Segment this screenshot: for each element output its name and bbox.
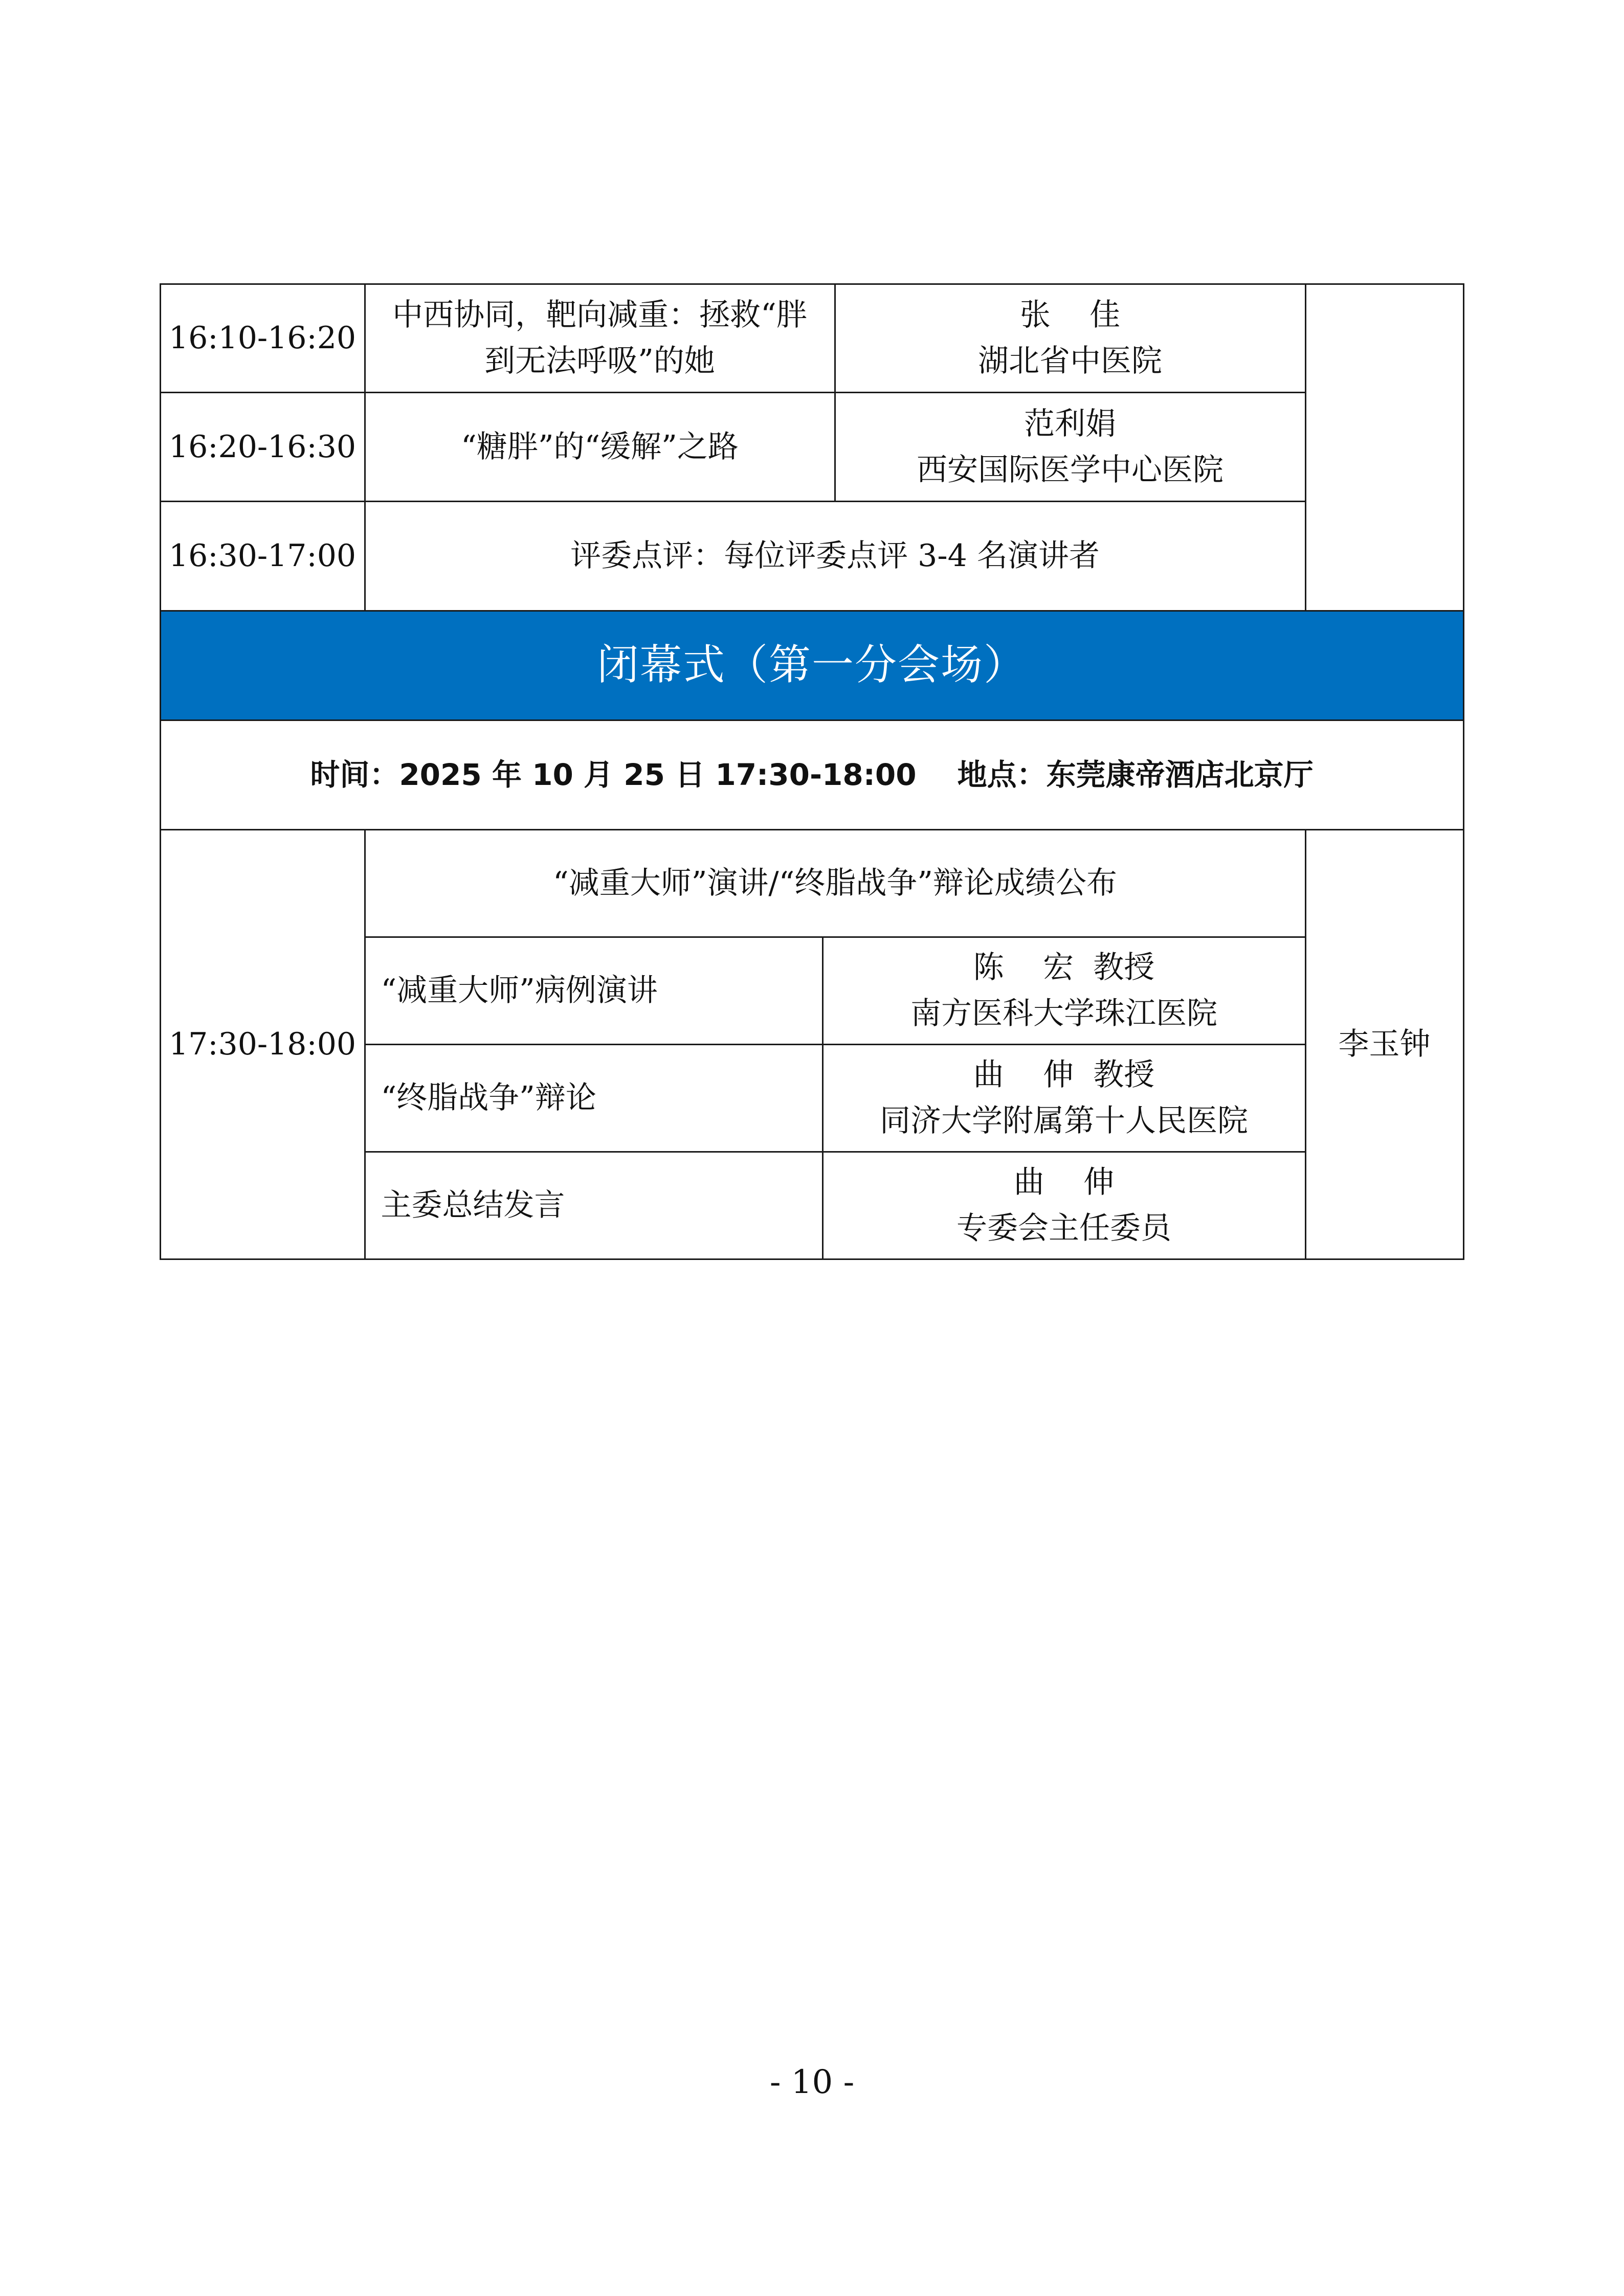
item-title-cell bbox=[364, 1151, 824, 1260]
speaker-name: 张 佳 bbox=[1019, 297, 1121, 333]
closing-location-info: 地点：东莞康帝酒店北京厅 bbox=[957, 757, 1314, 792]
speaker-institution: 南方医科大学珠江医院 bbox=[910, 996, 1217, 1031]
announcement-text: “减重大师”演讲/“终脂战争”辩论成绩公布 bbox=[553, 865, 1117, 901]
speaker-institution: 湖北省中医院 bbox=[978, 343, 1162, 379]
item-title-cell bbox=[364, 1044, 824, 1153]
talk-title-line: 到无法呼吸”的她 bbox=[484, 343, 715, 379]
closing-time-cell bbox=[160, 829, 366, 1260]
closing-title: 闭幕式（第一分会场） bbox=[596, 641, 1027, 689]
speaker-name: 范利娟 bbox=[1024, 406, 1116, 442]
closing-info-row bbox=[160, 719, 1464, 830]
time-text: 17:30-18:00 bbox=[168, 1026, 357, 1062]
speaker-cell bbox=[834, 392, 1306, 502]
item-title: “终脂战争”辩论 bbox=[381, 1080, 596, 1116]
speaker-name: 曲 伸 bbox=[1013, 1164, 1115, 1200]
item-title: 主委总结发言 bbox=[381, 1187, 565, 1223]
time-text: 16:10-16:20 bbox=[168, 320, 357, 356]
speaker-name: 陈 宏 教授 bbox=[973, 950, 1155, 985]
item-speaker-cell bbox=[822, 936, 1306, 1045]
agenda-grid bbox=[160, 284, 1463, 1259]
review-cell bbox=[364, 501, 1306, 612]
speaker-cell bbox=[834, 283, 1306, 393]
talk-title-line: 中西协同，靶向减重：拯救“胖 bbox=[392, 297, 807, 333]
host-name: 李玉钟 bbox=[1338, 1026, 1431, 1062]
page-number: - 10 - bbox=[769, 2063, 855, 2101]
item-speaker-cell bbox=[822, 1151, 1306, 1260]
item-speaker-cell bbox=[822, 1044, 1306, 1153]
closing-banner bbox=[160, 610, 1464, 721]
time-cell bbox=[160, 283, 366, 393]
talk-title-cell bbox=[364, 392, 836, 502]
item-title-cell bbox=[364, 936, 824, 1045]
speaker-name: 曲 伸 教授 bbox=[973, 1057, 1155, 1093]
review-text: 评委点评：每位评委点评 3-4 名演讲者 bbox=[570, 538, 1100, 574]
time-text: 16:30-17:00 bbox=[168, 538, 357, 574]
talk-title-line: “糖胖”的“缓解”之路 bbox=[461, 429, 739, 465]
time-text: 16:20-16:30 bbox=[168, 429, 357, 465]
speaker-institution: 同济大学附属第十人民医院 bbox=[880, 1103, 1248, 1139]
announcement-cell bbox=[364, 829, 1306, 938]
time-cell bbox=[160, 501, 366, 612]
closing-time-info: 时间：2025 年 10 月 25 日 17:30-18:00 bbox=[310, 757, 917, 792]
speaker-institution: 专委会主任委员 bbox=[956, 1210, 1171, 1246]
speaker-institution: 西安国际医学中心医院 bbox=[917, 452, 1223, 488]
item-title: “减重大师”病例演讲 bbox=[381, 973, 658, 1008]
time-cell bbox=[160, 392, 366, 502]
host-cell bbox=[1305, 829, 1464, 1260]
host-cell-empty bbox=[1305, 283, 1464, 612]
talk-title-cell bbox=[364, 283, 836, 393]
